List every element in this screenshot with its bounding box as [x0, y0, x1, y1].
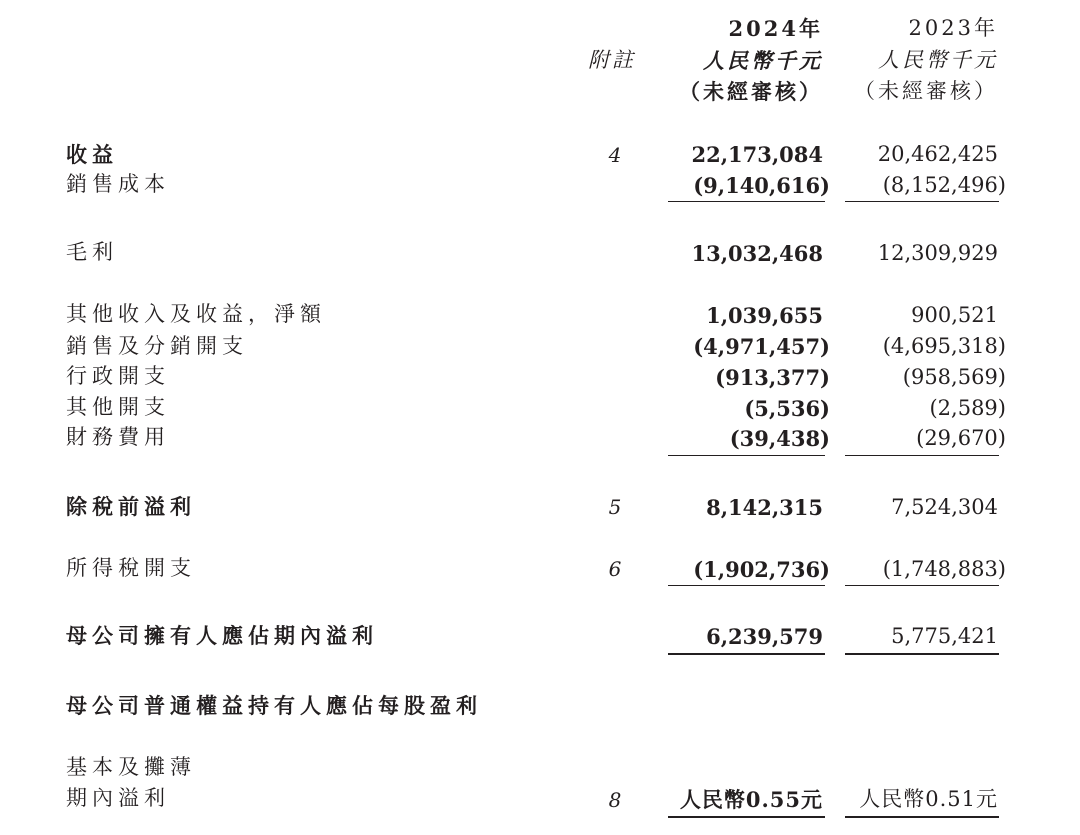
row-income-tax-2024: (1,902,736) — [693, 557, 830, 582]
row-revenue-label: 收益 — [66, 142, 118, 167]
row-selling-expenses-2024: (4,971,457) — [693, 334, 830, 359]
header-year-2024: 2024年 — [728, 16, 823, 41]
row-cost-of-sales-label: 銷售成本 — [66, 172, 170, 196]
row-other-income-2024: 1,039,655 — [706, 303, 823, 328]
total-double-rule-2023 — [845, 653, 999, 655]
subtotal-rule-2023 — [845, 201, 999, 202]
row-selling-expenses-label: 銷售及分銷開支 — [66, 334, 248, 358]
row-admin-expenses-2024: (913,377) — [715, 365, 830, 390]
row-other-income-2023: 900,521 — [911, 303, 998, 327]
row-profit-before-tax-2023: 7,524,304 — [891, 495, 998, 519]
row-income-tax-2023: (1,748,883) — [882, 557, 1006, 581]
row-eps-label-line2: 期內溢利 — [66, 786, 170, 810]
row-selling-expenses-2023: (4,695,318) — [882, 334, 1006, 358]
row-revenue-2023: 20,462,425 — [877, 142, 998, 166]
row-cost-of-sales-2023: (8,152,496) — [882, 173, 1006, 197]
row-other-income-label: 其他收入及收益，淨額 — [66, 302, 326, 326]
subtotal-rule-2024 — [668, 201, 825, 202]
row-eps-note: 8 — [608, 788, 622, 812]
row-finance-costs-label: 財務費用 — [66, 425, 170, 449]
subtotal-rule-2023 — [845, 585, 999, 586]
total-double-rule-2024 — [668, 653, 825, 655]
total-double-rule-2023 — [845, 816, 999, 818]
row-other-expenses-label: 其他開支 — [66, 395, 170, 419]
row-profit-before-tax-label: 除稅前溢利 — [66, 494, 196, 519]
row-finance-costs-2023: (29,670) — [916, 426, 1006, 450]
row-revenue-2024: 22,173,084 — [691, 142, 823, 167]
row-profit-attributable-2023: 5,775,421 — [891, 624, 998, 648]
row-eps-2023: 人民幣0.51元 — [859, 787, 998, 811]
subtotal-rule-2024 — [668, 455, 825, 456]
subtotal-rule-2024 — [668, 585, 825, 586]
row-profit-attributable-label: 母公司擁有人應佔期內溢利 — [66, 623, 378, 648]
row-gross-profit-2024: 13,032,468 — [691, 241, 823, 266]
row-gross-profit-label: 毛利 — [66, 240, 118, 264]
row-gross-profit-2023: 12,309,929 — [877, 241, 998, 265]
row-revenue-note: 4 — [608, 143, 622, 167]
row-finance-costs-2024: (39,438) — [729, 426, 830, 451]
total-double-rule-2024 — [668, 816, 825, 818]
row-income-tax-note: 6 — [608, 557, 622, 581]
eps-heading: 母公司普通權益持有人應佔每股盈利 — [66, 693, 482, 718]
row-eps-label-line1: 基本及攤薄 — [66, 755, 196, 779]
header-audit-2023: （未經審核） — [854, 79, 998, 103]
header-unit-2023: 人民幣千元 — [878, 48, 998, 72]
row-profit-before-tax-2024: 8,142,315 — [706, 495, 823, 520]
row-other-expenses-2023: (2,589) — [929, 396, 1006, 420]
row-eps-2024: 人民幣0.55元 — [679, 787, 823, 812]
header-audit-2024: （未經審核） — [679, 79, 823, 104]
row-admin-expenses-2023: (958,569) — [902, 365, 1006, 389]
row-profit-attributable-2024: 6,239,579 — [706, 624, 823, 649]
row-admin-expenses-label: 行政開支 — [66, 364, 170, 388]
header-year-2023: 2023年 — [908, 16, 998, 40]
subtotal-rule-2023 — [845, 455, 999, 456]
row-profit-before-tax-note: 5 — [608, 495, 622, 519]
header-unit-2024: 人民幣千元 — [703, 48, 823, 73]
row-cost-of-sales-2024: (9,140,616) — [693, 173, 830, 198]
row-other-expenses-2024: (5,536) — [744, 396, 830, 421]
row-income-tax-label: 所得稅開支 — [66, 556, 196, 580]
header-note-label: 附註 — [588, 48, 636, 72]
